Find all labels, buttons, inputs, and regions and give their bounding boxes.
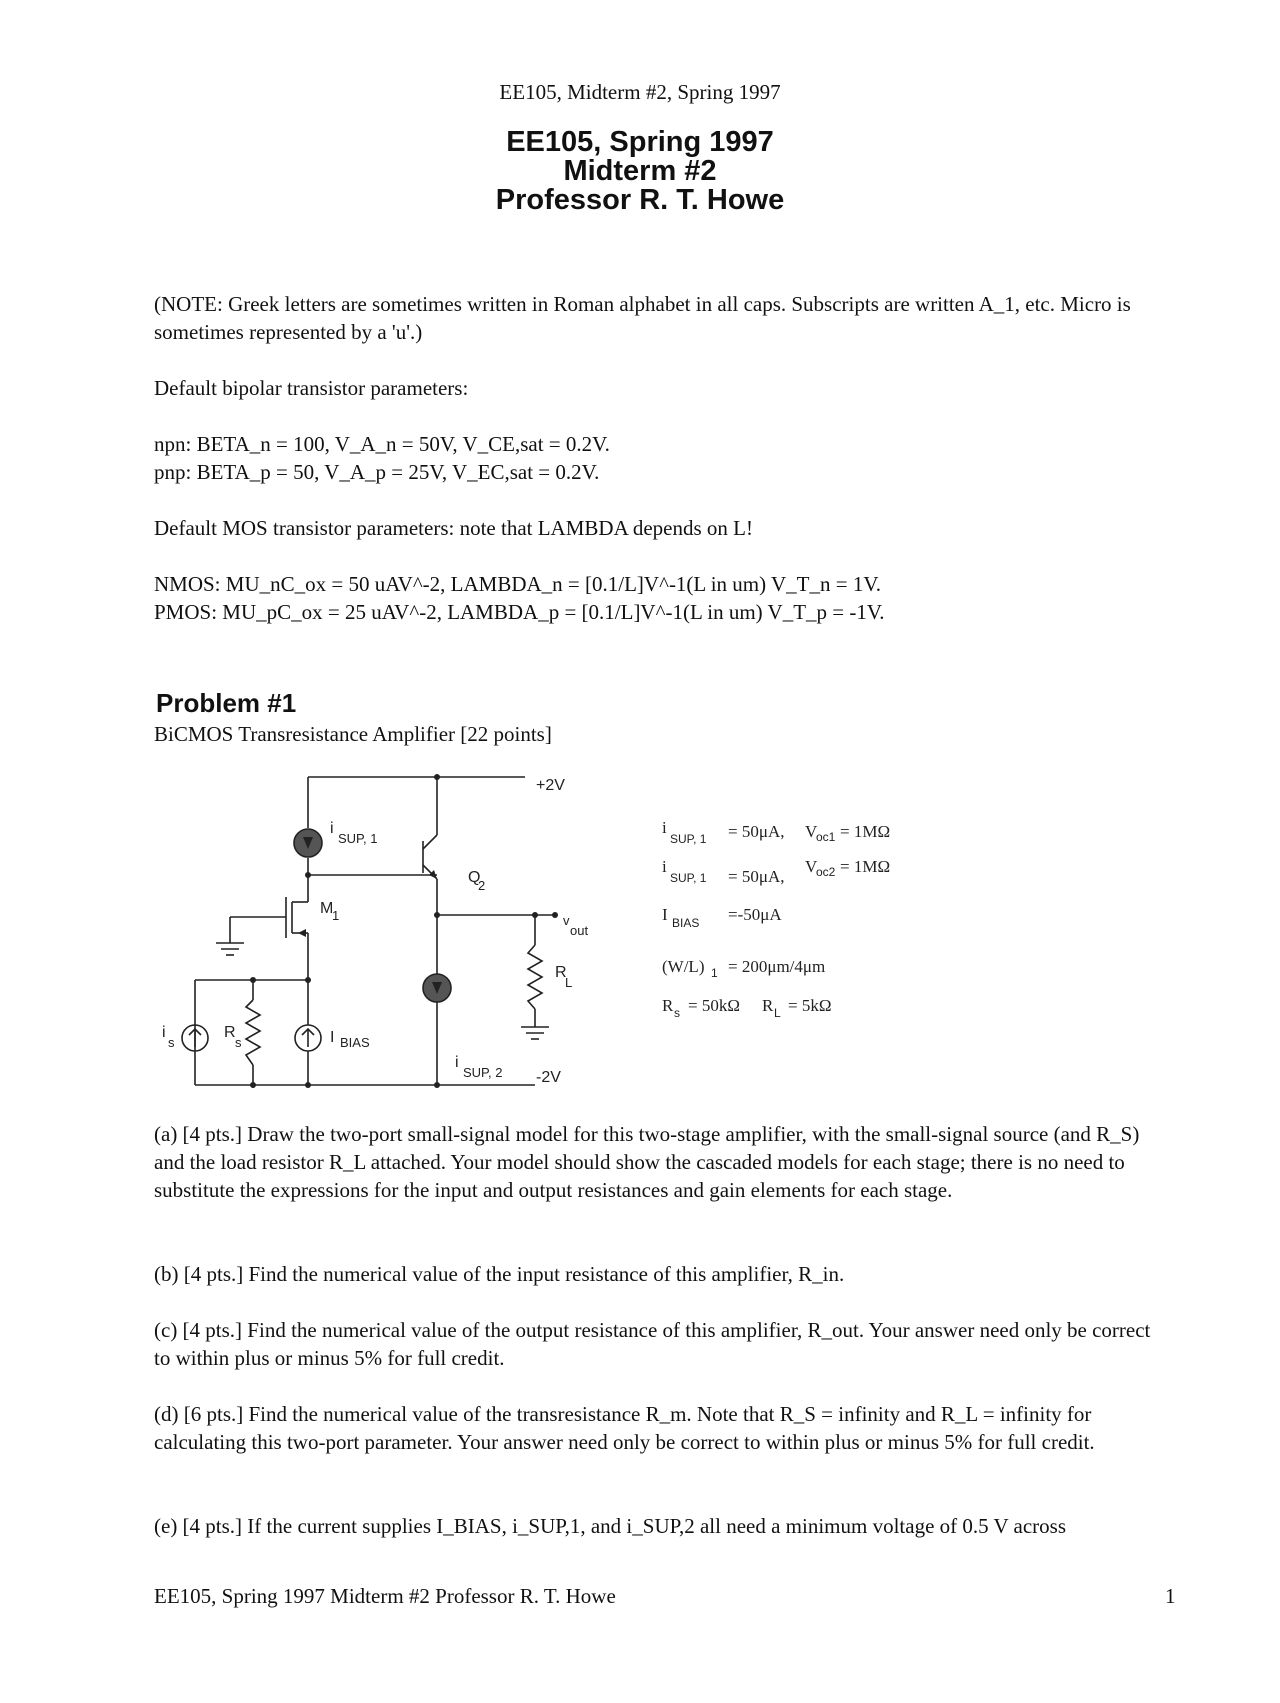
ibias-label: I — [330, 1029, 335, 1046]
page-title — [0, 128, 1280, 215]
m1-label: M — [320, 900, 334, 917]
spec4-value: = 200μm/4μm — [728, 957, 826, 976]
spec1-r-symbol: V — [805, 822, 818, 841]
vout-sub: out — [570, 923, 589, 938]
running-header: EE105, Midterm #2, Spring 1997 — [499, 80, 781, 104]
spec5-sub: s — [674, 1006, 680, 1020]
part-e: (e) [4 pts.] If the current supplies I_BIAS, i_SUP,1, and i_SUP,2 all need a minimum voltage of 0.5 V across — [154, 1514, 1067, 1538]
spec1-r-value: = 1MΩ — [840, 822, 891, 841]
spec3-sub: BIAS — [672, 916, 700, 930]
spec5-value: = 50kΩ — [688, 996, 740, 1015]
is-sub: s — [168, 1035, 175, 1050]
isup2-sub: SUP, 2 — [463, 1065, 503, 1080]
mos-heading: Default MOS transistor parameters: note that LAMBDA depends on L! — [154, 516, 753, 540]
spec5-b-sub: L — [774, 1006, 781, 1020]
page-number: 1 — [1165, 1584, 1176, 1608]
rs-sub: s — [235, 1035, 242, 1050]
rl-sub: L — [565, 975, 573, 990]
spec1-r-sub: oc1 — [816, 830, 836, 844]
part-a: (a) [4 pts.] Draw the two-port small-signal model for this two-stage amplifier, with the small-signal source (and R_S) and the load resistor R_L attached. Your model should show the cascaded models for each stage; there is no need to substitute the expressions for the input and output resistances and gain elements for each stage. — [154, 1122, 1140, 1202]
spec2-sub: SUP, 1 — [670, 871, 707, 885]
page-footer: EE105, Spring 1997 Midterm #2 Professor R. T. Howe — [154, 1584, 616, 1608]
title-line-3: Professor R. T. Howe — [495, 184, 785, 216]
spec5-symbol: R — [662, 996, 674, 1015]
spec4-symbol: (W/L) — [662, 957, 705, 976]
bipolar-heading: Default bipolar transistor parameters: — [154, 376, 469, 400]
spec1-symbol: i — [662, 818, 667, 837]
spec2-r-sub: oc2 — [816, 865, 836, 879]
title-line-1: EE105, Spring 1997 — [506, 126, 774, 158]
title-line-2: Midterm #2 — [563, 155, 717, 187]
isup2-label: i — [455, 1054, 459, 1071]
vout-label: v — [563, 913, 570, 928]
spec3-symbol: I — [662, 905, 668, 924]
note-paragraph: (NOTE: Greek letters are sometimes written in Roman alphabet in all caps. Subscripts are written A_1, etc. Micro is sometimes represented by a 'u'.) — [154, 292, 1131, 344]
isup1-sub: SUP, 1 — [338, 831, 378, 846]
rl-label: R — [555, 964, 567, 981]
part-c: (c) [4 pts.] Find the numerical value of the output resistance of this amplifier, R_out. Your answer need only be correct to within plus or minus 5% for full credit. — [154, 1318, 1151, 1370]
problem-heading: Problem #1 — [156, 688, 297, 718]
spec2-symbol: i — [662, 857, 667, 876]
rs-label: R — [224, 1024, 236, 1041]
problem-subtitle: BiCMOS Transresistance Amplifier [22 points] — [154, 722, 552, 746]
circuit-diagram — [150, 765, 910, 1095]
pmos-params: PMOS: MU_pC_ox = 25 uAV^-2, LAMBDA_p = [0.1/L]V^-1(L in um) V_T_p = -1V. — [154, 600, 885, 624]
part-d: (d) [6 pts.] Find the numerical value of the transresistance R_m. Note that R_S = infinity and R_L = infinity for calculating this two-port parameter. Your answer need only be correct to within plus or minus 5% for full credit. — [154, 1402, 1095, 1454]
part-b: (b) [4 pts.] Find the numerical value of the input resistance of this amplifier, R_in. — [154, 1262, 845, 1286]
spec5-b-value: = 5kΩ — [788, 996, 832, 1015]
vminus-label: -2V — [536, 1069, 561, 1086]
npn-params: npn: BETA_n = 100, V_A_n = 50V, V_CE,sat = 0.2V. — [154, 432, 610, 456]
spec2-r-symbol: V — [805, 857, 818, 876]
spec3-value: =-50μA — [728, 905, 782, 924]
spec2-r-value: = 1MΩ — [840, 857, 891, 876]
spec4-sub: 1 — [711, 966, 718, 980]
isup1-label: i — [330, 820, 334, 837]
q2-label: Q — [468, 869, 481, 886]
spec1-sub: SUP, 1 — [670, 832, 707, 846]
vplus-label: +2V — [536, 777, 565, 794]
spec2-value: = 50μA, — [728, 867, 785, 886]
nmos-params: NMOS: MU_nC_ox = 50 uAV^-2, LAMBDA_n = [0.1/L]V^-1(L in um) V_T_n = 1V. — [154, 572, 882, 596]
spec1-value: = 50μA, — [728, 822, 785, 841]
is-label: i — [162, 1024, 166, 1041]
m1-sub: 1 — [332, 908, 340, 923]
q2-sub: 2 — [478, 878, 486, 893]
spec5-b-symbol: R — [762, 996, 774, 1015]
pnp-params: pnp: BETA_p = 50, V_A_p = 25V, V_EC,sat = 0.2V. — [154, 460, 600, 484]
ibias-sub: BIAS — [340, 1035, 370, 1050]
